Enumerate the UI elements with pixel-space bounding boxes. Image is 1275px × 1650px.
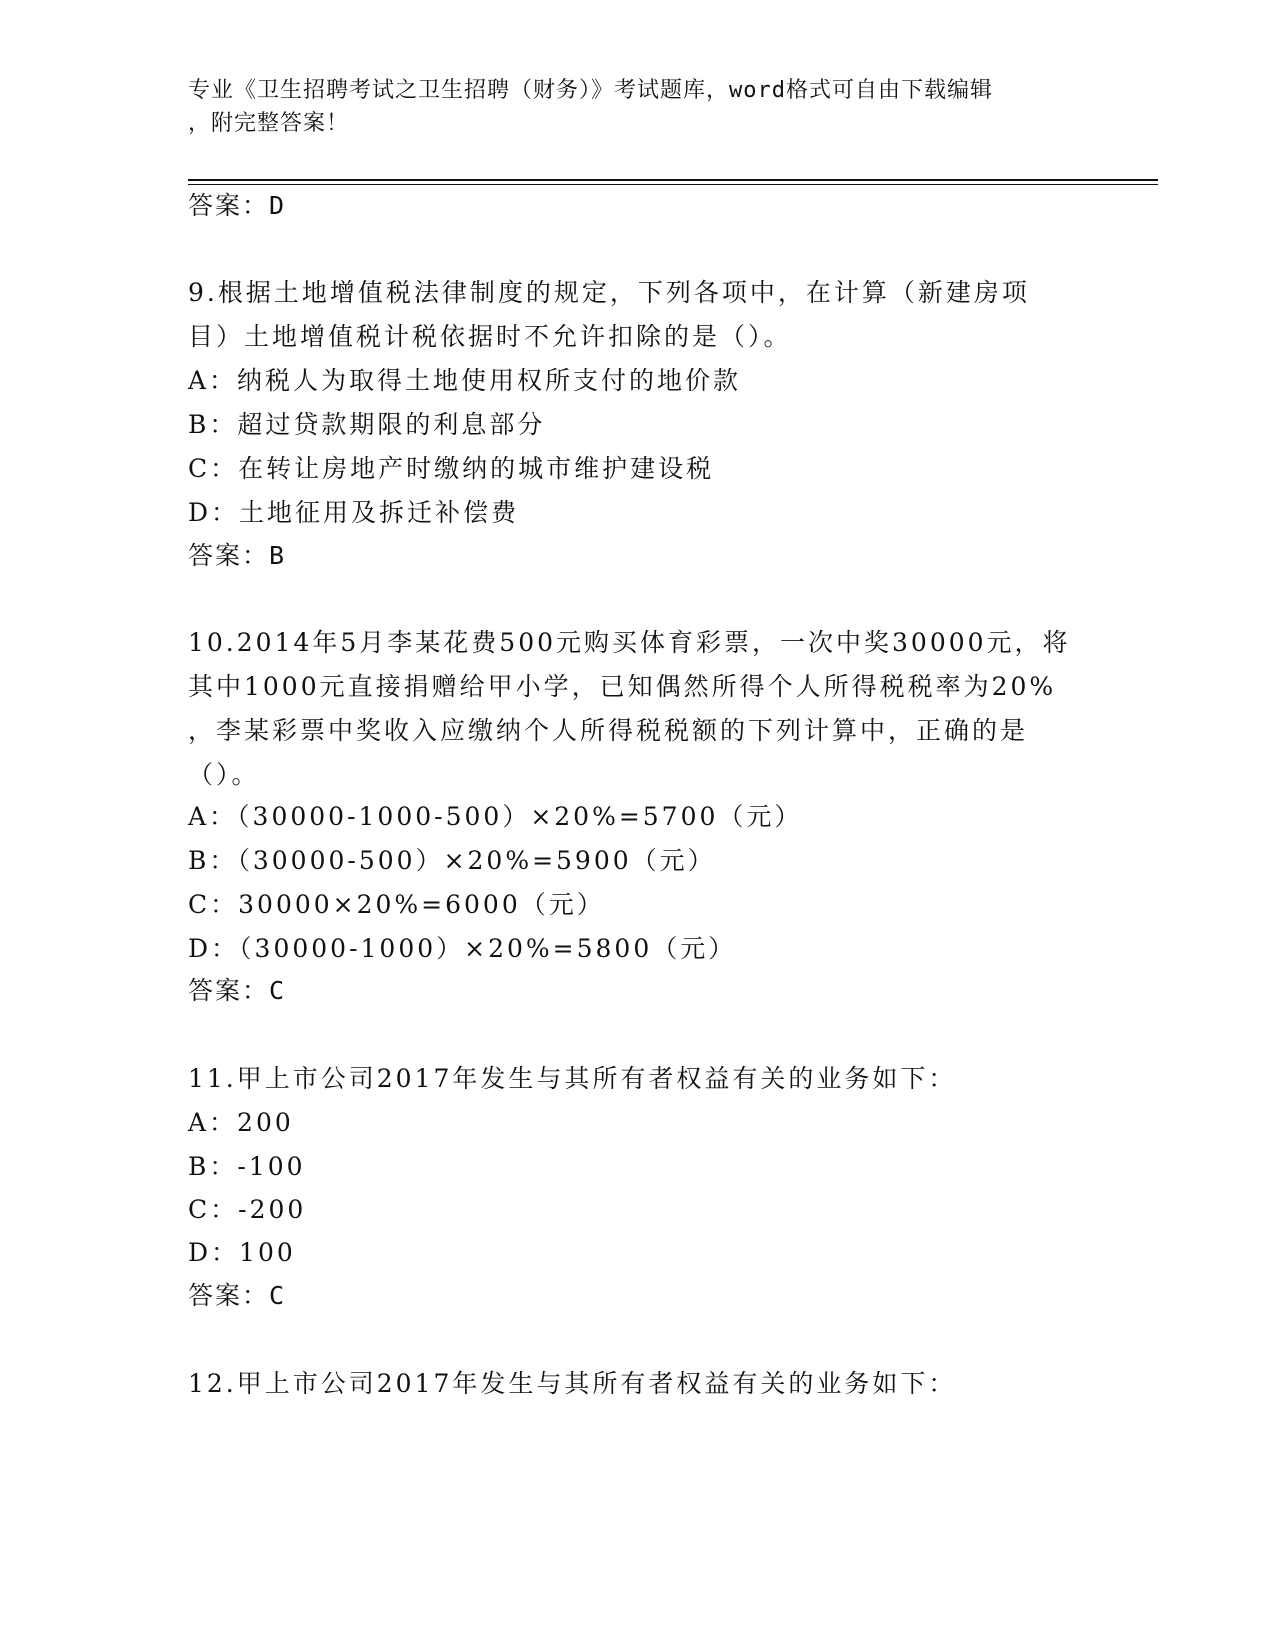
header-line-1: 专业《卫生招聘考试之卫生招聘（财务）》考试题库，word格式可自由下载编辑 <box>188 78 993 103</box>
question-10-stem-line-1: 10.2014年5月李某花费500元购买体育彩票，一次中奖30000元，将 <box>188 628 1071 657</box>
question-10-stem-line-3: ，李某彩票中奖收入应缴纳个人所得税税额的下列计算中，正确的是 <box>188 716 1029 745</box>
question-9-stem-line-1: 9.根据土地增值税法律制度的规定，下列各项中，在计算（新建房项 <box>188 278 1030 307</box>
header-divider-thin <box>188 184 1158 185</box>
question-12-stem: 12.甲上市公司2017年发生与其所有者权益有关的业务如下： <box>188 1369 957 1398</box>
question-9-option-b: B：超过贷款期限的利息部分 <box>188 410 546 439</box>
question-9-option-c: C：在转让房地产时缴纳的城市维护建设税 <box>188 454 715 483</box>
question-9-stem-line-2: 目）土地增值税计税依据时不允许扣除的是（）。 <box>188 322 792 351</box>
question-11-option-a: A：200 <box>188 1108 294 1137</box>
question-10-option-c: C：30000×20%=6000（元） <box>188 890 605 919</box>
question-9-option-d: D：土地征用及拆迁补偿费 <box>188 498 520 527</box>
answer-q10: 答案：C <box>188 976 287 1005</box>
document-header <box>188 74 1088 140</box>
answer-q11: 答案：C <box>188 1281 287 1310</box>
question-11-option-b: B：-100 <box>188 1152 306 1181</box>
question-10-stem-line-2: 其中1000元直接捐赠给甲小学，已知偶然所得个人所得税税率为20% <box>188 672 1057 701</box>
question-11-option-d: D：100 <box>188 1238 296 1267</box>
answer-q9: 答案：B <box>188 541 287 570</box>
answer-q8: 答案：D <box>188 191 287 220</box>
question-11-stem: 11.甲上市公司2017年发生与其所有者权益有关的业务如下： <box>188 1064 957 1093</box>
question-10-stem-line-4: （）。 <box>188 760 260 789</box>
question-10-option-b: B：（30000-500）×20%=5900（元） <box>188 846 716 875</box>
question-10-option-d: D：（30000-1000）×20%=5800（元） <box>188 934 737 963</box>
header-line-2: ，附完整答案！ <box>188 111 350 136</box>
question-11-option-c: C：-200 <box>188 1195 307 1224</box>
question-10-option-a: A：（30000-1000-500）×20%=5700（元） <box>188 802 803 831</box>
header-divider-thick <box>188 179 1158 181</box>
question-9-option-a: A：纳税人为取得土地使用权所支付的地价款 <box>188 366 742 395</box>
